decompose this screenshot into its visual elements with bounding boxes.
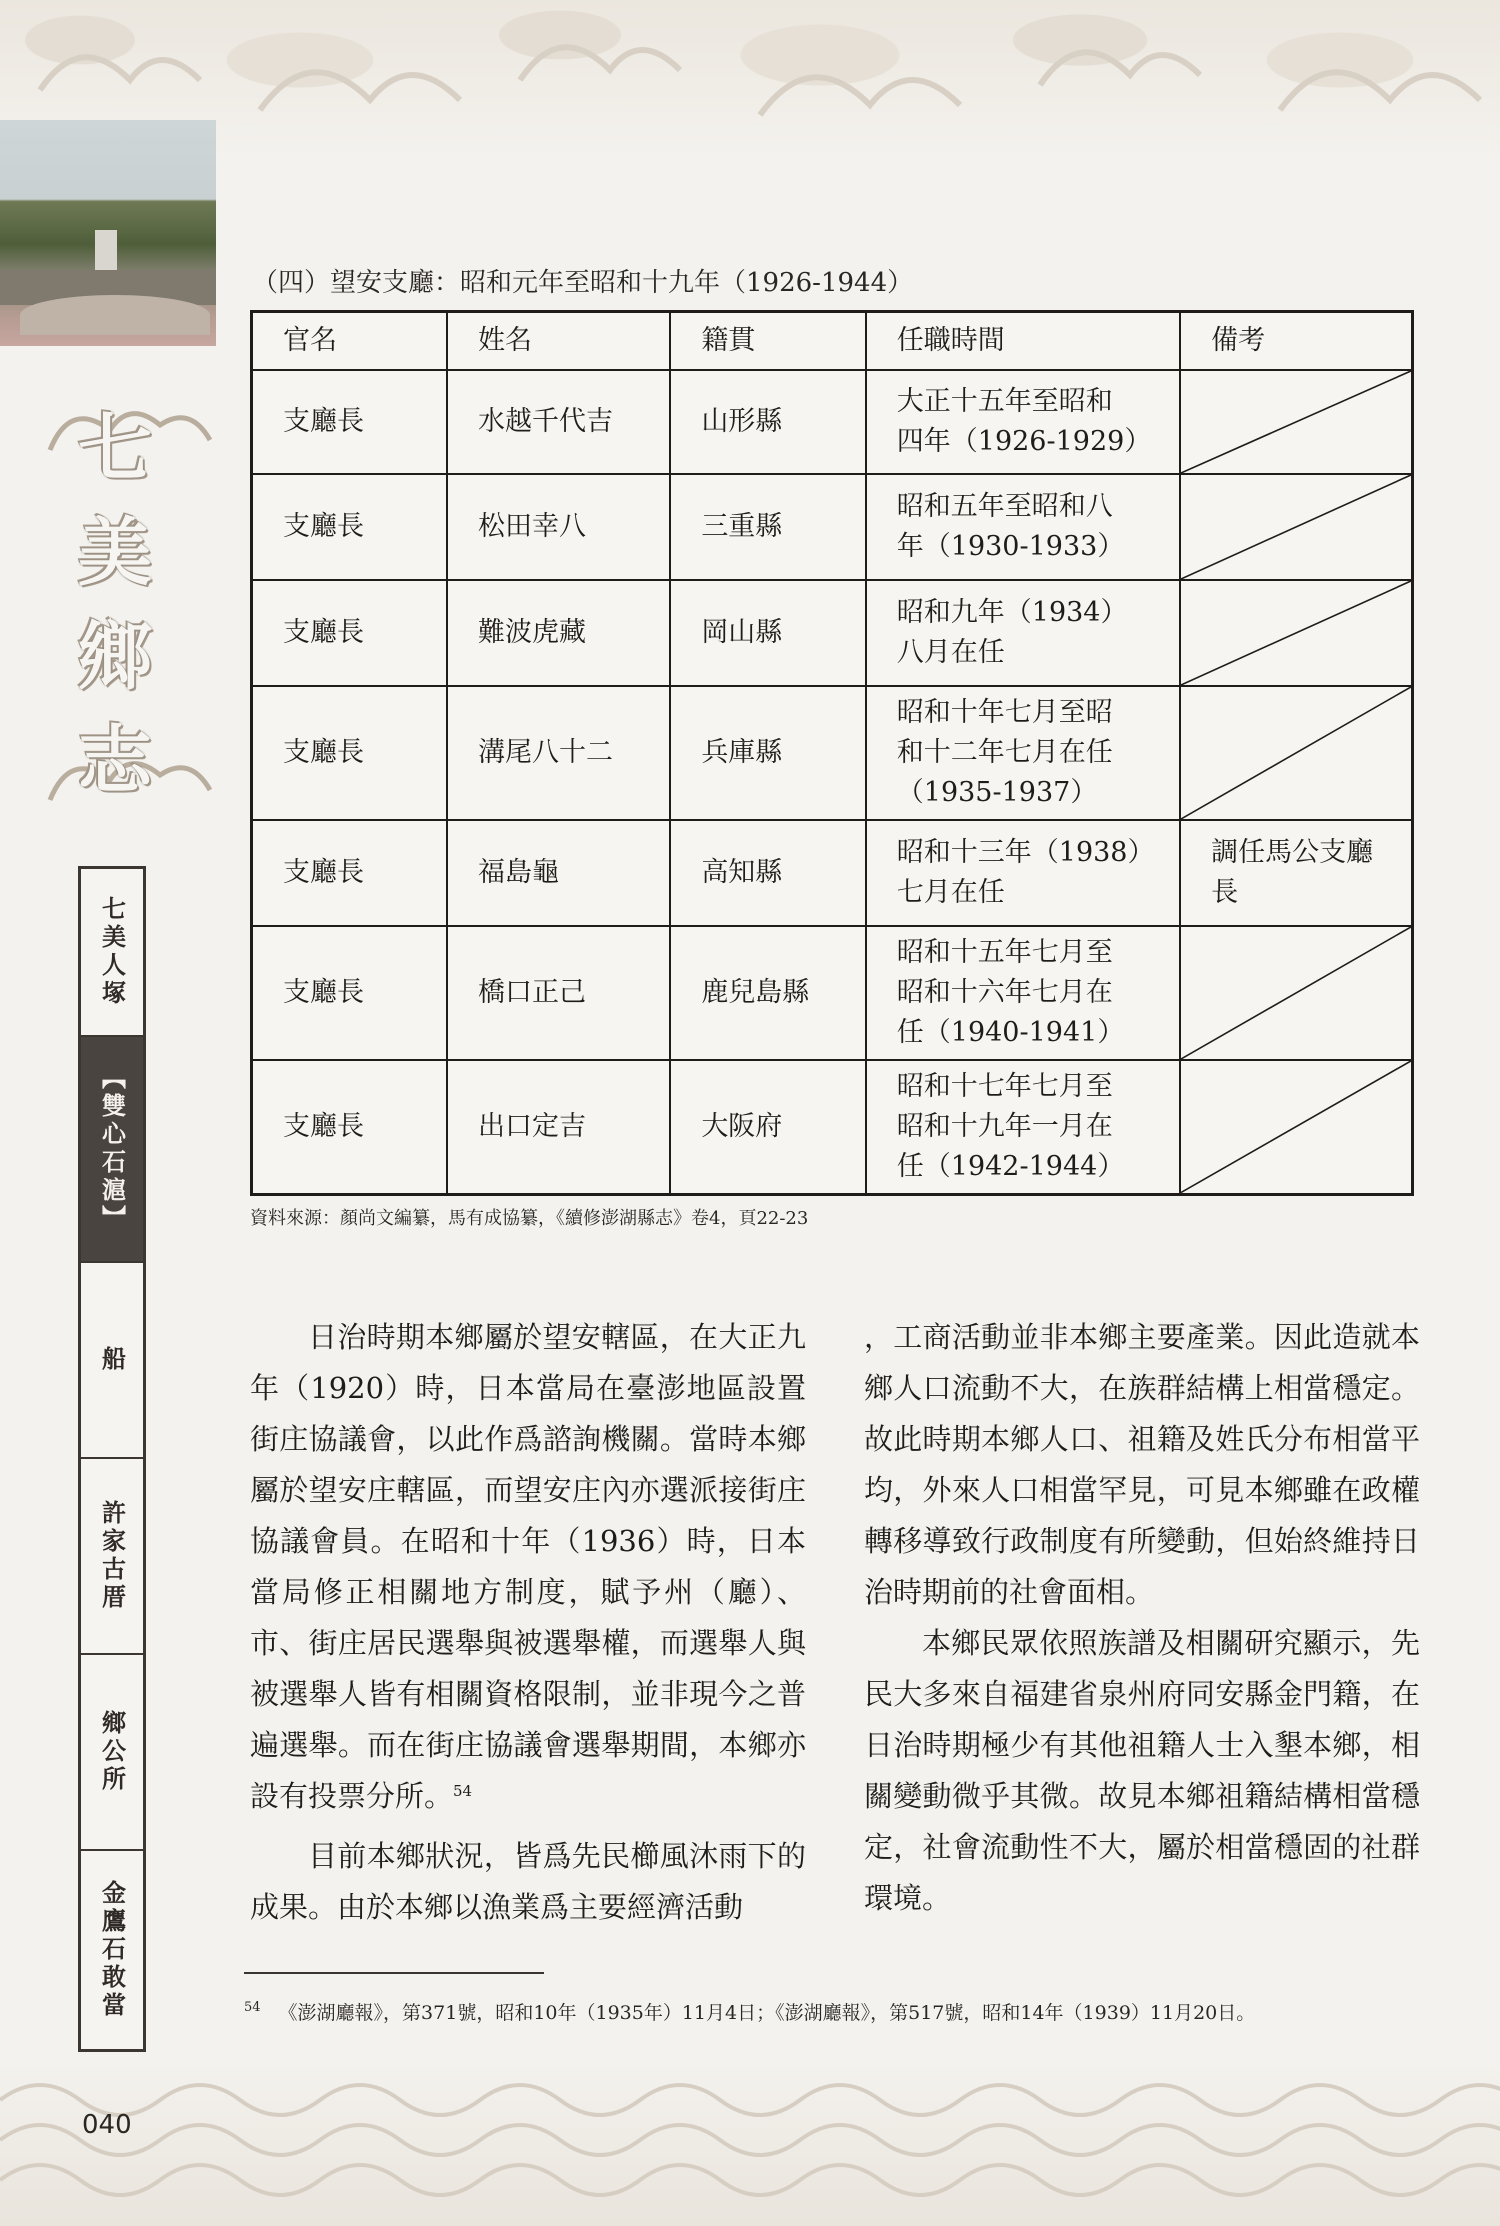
sidebar-item-golden-eagle-stone[interactable]: 金鷹石敢當 [97, 1880, 126, 2020]
paragraph: 本鄉民眾依照族譜及相關研究顯示，先民大多來自福建省泉州府同安縣金門籍，在日治時期極少有其他祖籍人士入墾本鄉，相關變動微乎其微。故見本鄉祖籍結構相當穩定，社會流動性不大，屬於相當穩固的社群環境。 [864, 1626, 1420, 1915]
table-row [252, 474, 1413, 580]
term-line: 大正十五年至昭和 [896, 386, 1113, 417]
footnote-ref[interactable]: 54 [453, 1782, 473, 1800]
cell-term [866, 1060, 1180, 1194]
sidebar-item-township-office[interactable]: 鄉公所 [81, 1655, 143, 1851]
term-line: 任（1942-1944） [896, 1150, 1125, 1182]
footnote-divider [244, 1972, 544, 1974]
cell-term [866, 686, 1180, 820]
cell-name: 難波虎藏 [447, 580, 670, 686]
top-decorative-band [0, 0, 1500, 160]
term-line: 昭和十九年一月在 [896, 1110, 1113, 1142]
cell-note [1180, 580, 1412, 686]
note-line: 調任馬公支廳 [1211, 837, 1374, 868]
footnote-text: 《澎湖廳報》，第371號，昭和10年（1935年）11月4日；《澎湖廳報》，第517號，昭和14年（1939）11月20日。 [278, 2002, 1256, 2024]
book-title-char: 美 [78, 510, 152, 596]
cell-title: 支廳長 [252, 370, 447, 474]
book-title-vertical [60, 400, 170, 810]
cell-title: 支廳長 [252, 1060, 447, 1194]
paragraph: 目前本鄉狀況，皆爲先民櫛風沐雨下的成果。由於本鄉以漁業爲主要經濟活動 [250, 1839, 806, 1924]
sidebar-chapter-nav [78, 866, 146, 2052]
book-title-char: 志 [78, 718, 152, 804]
cell-title: 支廳長 [252, 686, 447, 820]
sidebar-item-hsu-house[interactable]: 許家古厝 [81, 1459, 143, 1655]
body-column-left [250, 1312, 806, 1933]
cell-note [1180, 370, 1412, 474]
cell-name: 松田幸八 [447, 474, 670, 580]
table-row [252, 926, 1413, 1060]
footnote [244, 1998, 1255, 2025]
empty-cell-slash-icon [1181, 1061, 1411, 1193]
cell-note [1180, 820, 1412, 926]
term-line: 任（1940-1941） [896, 1017, 1125, 1048]
empty-cell-slash-icon [1181, 687, 1411, 819]
term-line: 昭和五年至昭和八 [896, 491, 1113, 522]
cell-origin: 三重縣 [670, 474, 865, 580]
header-title: 官名 [252, 312, 447, 371]
header-origin: 籍貫 [670, 312, 865, 371]
term-line: （1935-1937） [896, 777, 1098, 808]
empty-cell-slash-icon [1181, 581, 1411, 685]
paragraph: ，工商活動並非本鄉主要產業。因此造就本鄉人口流動不大，在族群結構上相當穩定。故此時期本鄉人口、祖籍及姓氏分布相當平均，外來人口相當罕見，可見本鄉雖在政權轉移導致行政制度有所變動，但始終維持日治時期前的社會面相。 [864, 1320, 1420, 1609]
cell-note [1180, 1060, 1412, 1194]
term-line: 昭和十年七月至昭 [896, 697, 1113, 728]
term-line: 和十二年七月在任 [896, 737, 1113, 768]
cell-note [1180, 474, 1412, 580]
table-caption: （四）望安支廳：昭和元年至昭和十九年（1926-1944） [252, 268, 914, 298]
sidebar-item-twin-hearts-weir[interactable]: 【雙心石滬】 [81, 1037, 143, 1263]
paragraph: 日治時期本鄉屬於望安轄區，在大正九年（1920）時，日本當局在臺澎地區設置街庄協議會，以此作爲諮詢機關。當時本鄉屬於望安庄轄區，而望安庄內亦選派接街庄協議會員。在昭和十年（1936）時，日本當局修正相關地方制度，賦予州（廳）、市、街庄居民選舉與被選舉權，而選舉人與被選舉人皆有相關資格限制，並非現今之普遍選舉。而在街庄協議會選舉期間，本鄉亦設有投票分所。$^{54}$ [250, 1320, 806, 1813]
empty-cell-slash-icon [1181, 927, 1411, 1059]
table-row [252, 1060, 1413, 1194]
term-line: 昭和十七年七月至 [896, 1070, 1113, 1102]
empty-cell-slash-icon [1181, 371, 1411, 473]
cell-title: 支廳長 [252, 926, 447, 1060]
book-title-char: 鄉 [78, 614, 152, 700]
term-line: 四年（1926-1929） [896, 426, 1152, 457]
term-line: 八月在任 [896, 637, 1005, 668]
sidebar-item-qimei-tomb[interactable]: 七美人塚 [81, 869, 143, 1037]
cell-origin: 岡山縣 [670, 580, 865, 686]
table-row [252, 686, 1413, 820]
cell-note [1180, 926, 1412, 1060]
cell-origin: 鹿兒島縣 [670, 926, 865, 1060]
empty-cell-slash-icon [1181, 475, 1411, 579]
sidebar-item-boat[interactable]: 船 [81, 1263, 143, 1459]
cell-origin: 高知縣 [670, 820, 865, 926]
header-name: 姓名 [447, 312, 670, 371]
cell-name: 福島龜 [447, 820, 670, 926]
note-line: 長 [1211, 877, 1239, 908]
page-number: 040 [82, 2110, 132, 2140]
term-line: 昭和十三年（1938） [896, 837, 1155, 868]
photo-stone-weir [0, 120, 216, 346]
cell-term [866, 820, 1180, 926]
table-header-row [252, 312, 1413, 371]
cell-term [866, 474, 1180, 580]
table-row [252, 580, 1413, 686]
cell-name: 水越千代吉 [447, 370, 670, 474]
wave-pattern-icon [0, 2060, 1500, 2226]
cell-name: 溝尾八十二 [447, 686, 670, 820]
cell-title: 支廳長 [252, 580, 447, 686]
cell-title: 支廳長 [252, 474, 447, 580]
cell-title: 支廳長 [252, 820, 447, 926]
header-term: 任職時間 [866, 312, 1180, 371]
header-note: 備考 [1180, 312, 1412, 371]
bottom-decorative-band [0, 2060, 1500, 2226]
term-line: 七月在任 [896, 877, 1005, 908]
table-source: 資料來源：顏尚文編纂，馬有成協纂，《續修澎湖縣志》卷4，頁22-23 [250, 1208, 809, 1229]
term-line: 昭和九年（1934） [896, 597, 1128, 628]
cell-term [866, 580, 1180, 686]
cell-origin: 兵庫縣 [670, 686, 865, 820]
book-title-char: 七 [78, 406, 152, 492]
footnote-number: 54 [244, 2000, 261, 2015]
term-line: 昭和十六年七月在 [896, 977, 1113, 1008]
term-line: 年（1930-1933） [896, 531, 1125, 562]
body-column-right [864, 1312, 1420, 1924]
cell-term [866, 926, 1180, 1060]
cell-term [866, 370, 1180, 474]
cell-name: 出口定吉 [447, 1060, 670, 1194]
table-row [252, 370, 1413, 474]
term-line: 昭和十五年七月至 [896, 937, 1113, 968]
cloud-pattern-icon [0, 0, 1500, 160]
cell-name: 橋口正己 [447, 926, 670, 1060]
cell-note [1180, 686, 1412, 820]
cell-origin: 山形縣 [670, 370, 865, 474]
table-row [252, 820, 1413, 926]
officials-table [250, 310, 1414, 1196]
cell-origin: 大阪府 [670, 1060, 865, 1194]
